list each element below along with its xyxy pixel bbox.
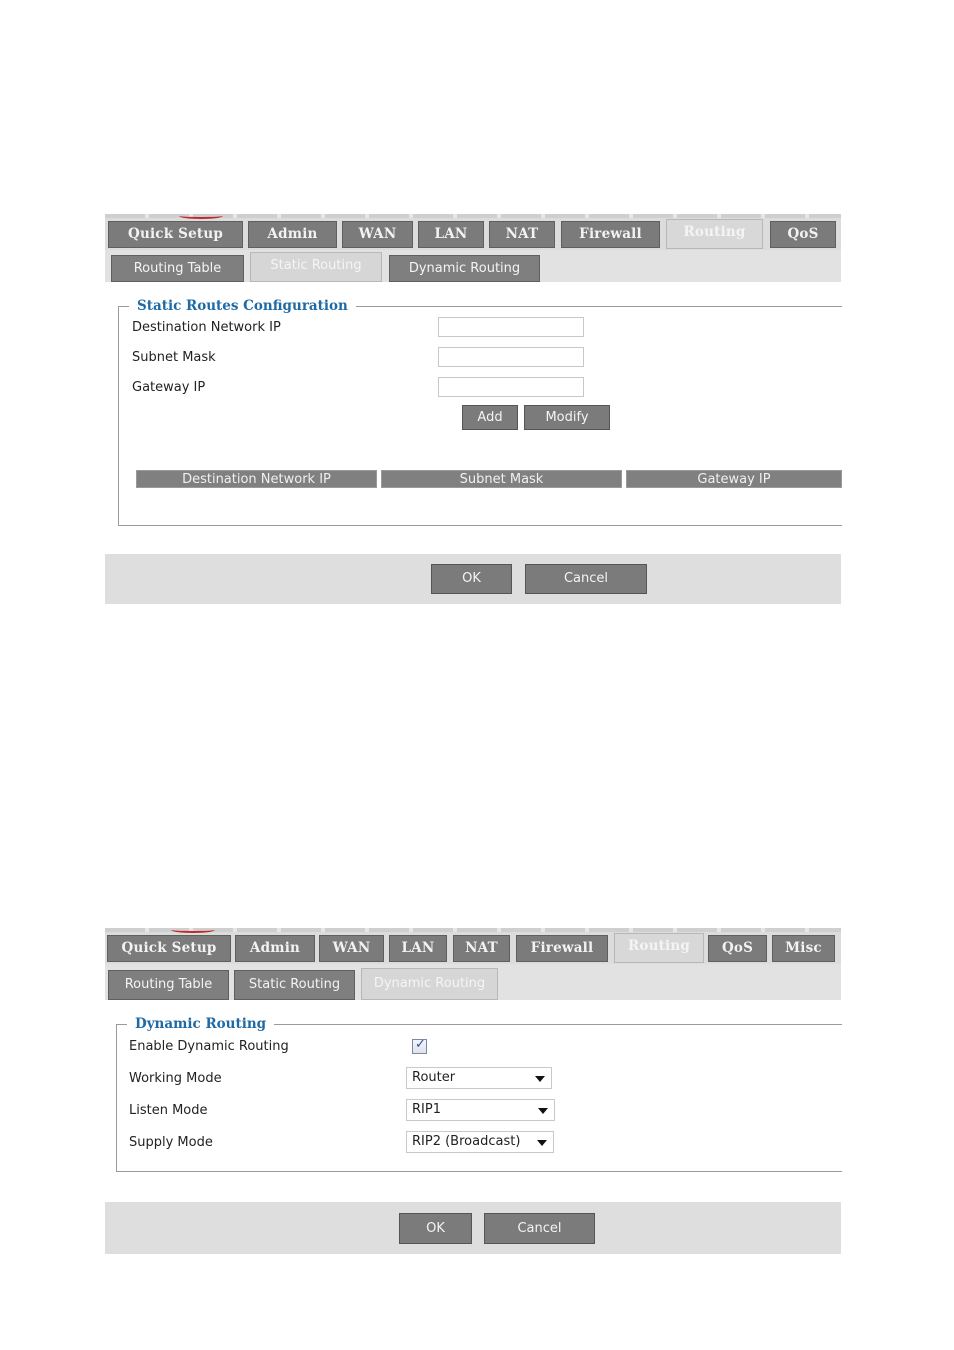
footer-bar xyxy=(105,554,841,604)
ok-button[interactable]: OK xyxy=(399,1213,472,1244)
main-tab-bar xyxy=(105,928,841,964)
subtab-static-routing[interactable]: Static Routing xyxy=(250,252,382,282)
check-mark-icon: ✓ xyxy=(415,1037,426,1052)
static-routing-panel xyxy=(105,214,841,586)
tab-nat[interactable]: NAT xyxy=(489,221,555,248)
chevron-down-icon xyxy=(537,1140,547,1146)
subtab-dynamic-routing[interactable]: Dynamic Routing xyxy=(389,255,540,282)
enable-dynamic-routing-checkbox[interactable] xyxy=(412,1039,427,1054)
cancel-button[interactable]: Cancel xyxy=(525,564,647,594)
column-header-gateway-ip: Gateway IP xyxy=(626,470,842,488)
working-mode-label: Working Mode xyxy=(129,1071,222,1086)
tab-quick-setup[interactable]: Quick Setup xyxy=(107,935,231,962)
main-tab-bar xyxy=(105,214,841,250)
tab-routing[interactable]: Routing xyxy=(666,219,763,249)
tab-lan[interactable]: LAN xyxy=(418,221,484,248)
listen-mode-value: RIP1 xyxy=(412,1102,441,1117)
subnet-mask-input[interactable] xyxy=(438,347,584,367)
supply-mode-value: RIP2 (Broadcast) xyxy=(412,1134,521,1149)
tab-lan[interactable]: LAN xyxy=(389,935,447,962)
column-header-destination-network-ip: Destination Network IP xyxy=(136,470,377,488)
working-mode-value: Router xyxy=(412,1070,456,1085)
footer-bar xyxy=(105,1202,841,1254)
tab-qos[interactable]: QoS xyxy=(708,935,767,962)
tab-admin[interactable]: Admin xyxy=(248,221,337,248)
modify-button[interactable]: Modify xyxy=(524,405,610,430)
sub-tab-bar xyxy=(105,964,841,1000)
gateway-ip-input[interactable] xyxy=(438,377,584,397)
tab-wan[interactable]: WAN xyxy=(319,935,384,962)
fieldset-legend: Static Routes Configuration xyxy=(129,297,356,315)
listen-mode-select[interactable] xyxy=(406,1099,555,1121)
tab-qos[interactable]: QoS xyxy=(770,221,836,248)
logo-arc-icon xyxy=(171,927,215,933)
subtab-dynamic-routing[interactable]: Dynamic Routing xyxy=(361,968,498,1000)
tab-misc[interactable]: Misc xyxy=(772,935,835,962)
tabbar-top-decoration xyxy=(105,928,841,932)
tab-quick-setup[interactable]: Quick Setup xyxy=(108,221,243,248)
supply-mode-select[interactable] xyxy=(406,1131,554,1153)
enable-dynamic-routing-label: Enable Dynamic Routing xyxy=(129,1039,289,1054)
tab-nat[interactable]: NAT xyxy=(453,935,510,962)
destination-network-ip-input[interactable] xyxy=(438,317,584,337)
destination-network-ip-label: Destination Network IP xyxy=(132,320,281,335)
dynamic-routing-panel xyxy=(105,928,841,1236)
static-routes-fieldset xyxy=(118,298,842,526)
tab-firewall[interactable]: Firewall xyxy=(516,935,608,962)
tab-firewall[interactable]: Firewall xyxy=(561,221,660,248)
column-header-subnet-mask: Subnet Mask xyxy=(381,470,622,488)
subtab-routing-table[interactable]: Routing Table xyxy=(111,255,244,282)
add-button[interactable]: Add xyxy=(462,405,518,430)
tab-admin[interactable]: Admin xyxy=(235,935,315,962)
listen-mode-label: Listen Mode xyxy=(129,1103,208,1118)
subnet-mask-label: Subnet Mask xyxy=(132,350,216,365)
chevron-down-icon xyxy=(535,1076,545,1082)
tab-routing[interactable]: Routing xyxy=(614,933,704,963)
fieldset-legend: Dynamic Routing xyxy=(127,1015,274,1033)
cancel-button[interactable]: Cancel xyxy=(484,1213,595,1244)
ok-button[interactable]: OK xyxy=(431,564,512,594)
chevron-down-icon xyxy=(538,1108,548,1114)
working-mode-select[interactable] xyxy=(406,1067,552,1089)
sub-tab-bar xyxy=(105,250,841,282)
gateway-ip-label: Gateway IP xyxy=(132,380,206,395)
logo-arc-icon xyxy=(179,213,223,219)
supply-mode-label: Supply Mode xyxy=(129,1135,213,1150)
dynamic-routing-fieldset xyxy=(116,1016,842,1172)
subtab-static-routing[interactable]: Static Routing xyxy=(234,970,355,1000)
subtab-routing-table[interactable]: Routing Table xyxy=(108,970,229,1000)
tab-wan[interactable]: WAN xyxy=(342,221,413,248)
